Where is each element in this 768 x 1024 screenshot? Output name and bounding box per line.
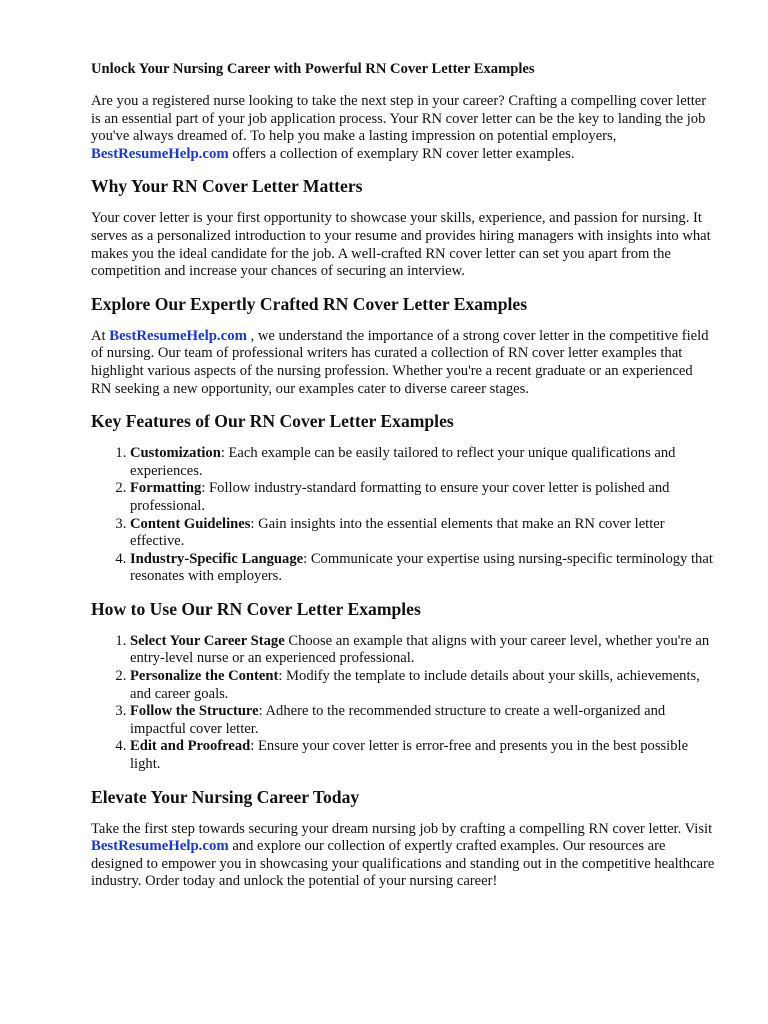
why-heading: Why Your RN Cover Letter Matters — [91, 176, 363, 197]
elevate-text-end: and explore our collection of expertly crafted examples. Our resources are designed to empower you in showcasing your qualifications and standing out in the competitive healthcare industry. Order today and unlock the potential of your nursing career! — [91, 838, 715, 890]
step-text: : Modify the template to include details about your skills, achievements, and career goals. — [130, 668, 700, 702]
list-item — [130, 445, 716, 480]
bestresumehelp-link-elevate[interactable]: BestResumeHelp.com — [91, 838, 229, 855]
feature-text: : Follow industry-standard formatting to ensure your cover letter is polished and professional. — [130, 480, 670, 514]
bestresumehelp-link-intro[interactable]: BestResumeHelp.com — [91, 145, 229, 162]
feature-text: : Communicate your expertise using nursing-specific terminology that resonates with employers. — [130, 550, 713, 585]
list-item — [130, 703, 716, 738]
feature-label: Customization — [130, 445, 221, 462]
intro-text-end: offers a collection of exemplary RN cover letter examples. — [228, 145, 575, 162]
step-label: Select Your Career Stage — [130, 632, 285, 649]
feature-label: Industry-Specific Language — [130, 550, 304, 567]
explore-paragraph — [91, 328, 716, 398]
feature-label: Content Guidelines — [130, 515, 251, 532]
elevate-paragraph — [91, 821, 716, 891]
document-title: Unlock Your Nursing Career with Powerful RN Cover Letter Examples — [91, 61, 535, 77]
elevate-text-start: Take the first step towards securing your dream nursing job by crafting a compelling RN cover letter. Visit — [91, 820, 713, 837]
step-text: : Ensure your cover letter is error-free and presents you in the best possible light. — [130, 738, 689, 773]
list-item — [130, 633, 716, 668]
features-list — [91, 445, 716, 586]
howto-list — [91, 633, 716, 774]
feature-text: : Each example can be easily tailored to reflect your unique qualifications and experiences. — [130, 445, 676, 479]
list-item — [130, 551, 716, 586]
why-paragraph: Your cover letter is your first opportunity to showcase your skills, experience, and passion for nursing. It serves as a personalized introduction to your resume and provides hiring managers with insights into what makes you the ideal candidate for the job. A well-crafted RN cover letter can set you apart from the competition and increase your chances of securing an interview. — [91, 210, 711, 280]
list-item — [130, 738, 716, 773]
explore-heading: Explore Our Expertly Crafted RN Cover Letter Examples — [91, 293, 528, 314]
intro-paragraph — [91, 93, 716, 163]
feature-label: Formatting — [130, 480, 202, 497]
step-text: Choose an example that aligns with your career level, whether you're an entry-level nurse or an experienced professional. — [130, 632, 710, 667]
elevate-heading: Elevate Your Nursing Career Today — [91, 786, 360, 807]
step-text: : Adhere to the recommended structure to create a well-organized and impactful cover letter. — [130, 703, 666, 737]
bestresumehelp-link-explore[interactable]: BestResumeHelp.com — [109, 327, 247, 344]
list-item — [130, 668, 716, 703]
step-label: Follow the Structure — [130, 703, 259, 720]
feature-text: : Gain insights into the essential elements that make an RN cover letter effective. — [130, 515, 665, 550]
list-item — [130, 516, 716, 551]
step-label: Personalize the Content — [130, 668, 279, 685]
howto-heading: How to Use Our RN Cover Letter Examples — [91, 598, 421, 619]
explore-text-end: , we understand the importance of a strong cover letter in the competitive field of nursing. Our team of professional writers has curated a collection of RN cover letter examples that highlight various aspects of the nursing profession. Whether you're a recent graduate or an experienced RN seeking a new opportunity, our examples cater to diverse career stages. — [91, 327, 709, 397]
list-item — [130, 480, 716, 515]
intro-text-start: Are you a registered nurse looking to take the next step in your career? Crafting a compelling cover letter is an essential part of your job application process. Your RN cover letter can be the key to landing the job you've always dreamed of. To help you make a lasting impression on potential employers, — [91, 93, 707, 145]
explore-text-start: At — [91, 327, 110, 344]
features-heading: Key Features of Our RN Cover Letter Examples — [91, 411, 454, 432]
step-label: Edit and Proofread — [130, 738, 251, 755]
